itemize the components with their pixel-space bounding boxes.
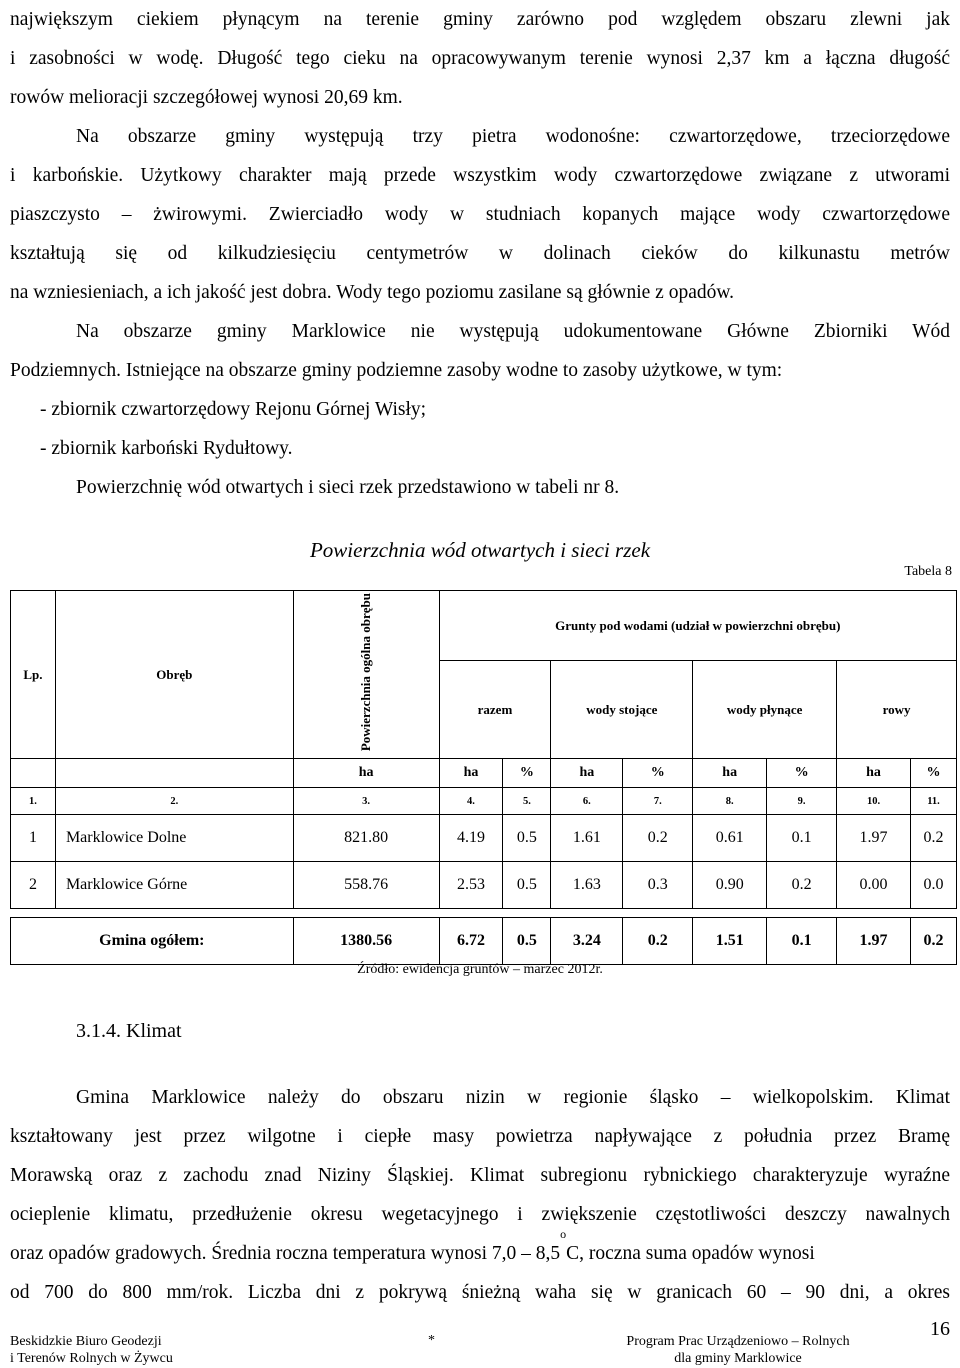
cell: 1.97 xyxy=(837,918,911,965)
text-line: kształtowany jest przez wilgotne i ciepłe masy powietrza napływające z południa przez Bramę xyxy=(10,1126,950,1147)
text-line: od 700 do 800 mm/rok. Liczba dni z pokrywą śnieżną waha się w granicach 60 – 90 dni, a okres xyxy=(10,1282,950,1303)
col-number: 8. xyxy=(693,788,767,815)
cell: 1380.56 xyxy=(293,918,439,965)
cell: 0.5 xyxy=(503,815,551,862)
header-powierzchnia xyxy=(293,591,439,759)
text-line: największym ciekiem płynącym na terenie gminy zarówno pod względem obszaru zlewni jak xyxy=(10,9,950,30)
cell: 558.76 xyxy=(293,862,439,909)
cell: 0.00 xyxy=(837,862,911,909)
klimat-text xyxy=(10,1078,950,1312)
col-number: 3. xyxy=(293,788,439,815)
header-plynace: wody płynące xyxy=(693,661,837,759)
table-row xyxy=(11,862,957,909)
col-number: 1. xyxy=(11,788,56,815)
unit-cell: ha xyxy=(439,759,503,788)
col-number: 2. xyxy=(55,788,293,815)
footer-org-line: Beskidzkie Biuro Geodezji xyxy=(10,1334,162,1349)
cell: 1.97 xyxy=(837,815,911,862)
text-line: na wzniesieniach, a ich jakość jest dobra. Wody tego poziomu zasilane są głównie z opadów. xyxy=(10,282,735,303)
col-number: 9. xyxy=(767,788,837,815)
col-number: 10. xyxy=(837,788,911,815)
cell: 0.5 xyxy=(503,918,551,965)
footer-right xyxy=(600,1333,876,1367)
unit-cell: % xyxy=(503,759,551,788)
col-number: 4. xyxy=(439,788,503,815)
col-number: 5. xyxy=(503,788,551,815)
header-obreb: Obręb xyxy=(55,591,293,759)
cell: 3.24 xyxy=(551,918,623,965)
water-table xyxy=(10,590,957,965)
cell: 0.61 xyxy=(693,815,767,862)
cell: 0.2 xyxy=(623,918,693,965)
unit-cell: % xyxy=(910,759,956,788)
cell: 0.2 xyxy=(910,815,956,862)
col-number: 7. xyxy=(623,788,693,815)
cell: 0.5 xyxy=(503,862,551,909)
header-rowy: rowy xyxy=(837,661,957,759)
cell: 0.1 xyxy=(767,918,837,965)
text-fragment: C, roczna suma opadów wynosi xyxy=(566,1243,815,1264)
header-stojace: wody stojące xyxy=(551,661,693,759)
text-line: - zbiornik karboński Rydułtowy. xyxy=(40,438,293,459)
table-row xyxy=(11,815,957,862)
intro-text xyxy=(10,0,950,507)
unit-cell: ha xyxy=(837,759,911,788)
cell: 1.63 xyxy=(551,862,623,909)
cell: 0.3 xyxy=(623,862,693,909)
header-grunty: Grunty pod wodami (udział w powierzchni obrębu) xyxy=(439,591,956,661)
text-line: ocieplenie klimatu, przedłużenie okresu wegetacyjnego i zwiększenie częstotliwości deszczy nawalnych xyxy=(10,1204,950,1225)
text-line: - zbiornik czwartorzędowy Rejonu Górnej Wisły; xyxy=(40,399,427,420)
header-powierzchnia-label: Powierzchnia ogólna obrębu xyxy=(358,593,374,752)
text-line: Morawską oraz z zachodu znad Niziny Śląskiej. Klimat subregionu rybnickiego charakteryzuje wyraźne xyxy=(10,1165,950,1186)
footer-separator: * xyxy=(428,1333,435,1348)
unit-cell: ha xyxy=(551,759,623,788)
cell: 0.90 xyxy=(693,862,767,909)
text-line: piaszczysto – żwirowymi. Zwierciadło wody w studniach kopanych mające wody czwartorzędowe xyxy=(10,204,950,225)
cell: 821.80 xyxy=(293,815,439,862)
header-razem: razem xyxy=(439,661,551,759)
cell: 2 xyxy=(11,862,56,909)
unit-cell: % xyxy=(767,759,837,788)
text-line: rowów melioracji szczegółowej wynosi 20,69 km. xyxy=(10,87,403,108)
text-line: i karbońskie. Użytkowy charakter mają przede wszystkim wody czwartorzędowe związane z utworami xyxy=(10,165,950,186)
degree-sign: o xyxy=(560,1227,567,1241)
cell: 0.1 xyxy=(767,815,837,862)
footer-org-line: i Terenów Rolnych w Żywcu xyxy=(10,1351,173,1366)
cell: 1.51 xyxy=(693,918,767,965)
total-label: Gmina ogółem: xyxy=(11,918,294,965)
cell: Marklowice Dolne xyxy=(55,815,293,862)
cell: 0.2 xyxy=(910,918,956,965)
cell: 0.2 xyxy=(767,862,837,909)
col-number: 11. xyxy=(910,788,956,815)
footer-program-line: dla gminy Marklowice xyxy=(674,1351,802,1366)
footer-left xyxy=(10,1333,173,1367)
table-label: Tabela 8 xyxy=(904,564,952,579)
page-number: 16 xyxy=(930,1318,950,1340)
text-line: Podziemnych. Istniejące na obszarze gminy podziemne zasoby wodne to zasoby użytkowe, w tym: xyxy=(10,360,783,381)
unit-cell: % xyxy=(623,759,693,788)
text-line: Powierzchnię wód otwartych i sieci rzek przedstawiono w tabeli nr 8. xyxy=(76,477,620,498)
text-line: i zasobności w wodę. Długość tego cieku na opracowywanym terenie wynosi 2,37 km a łączna długość xyxy=(10,48,950,69)
cell: Marklowice Górne xyxy=(55,862,293,909)
cell: 1.61 xyxy=(551,815,623,862)
table-title: Powierzchnia wód otwartych i sieci rzek xyxy=(309,538,651,562)
header-lp: Lp. xyxy=(11,591,56,759)
col-number: 6. xyxy=(551,788,623,815)
unit-cell: ha xyxy=(293,759,439,788)
text-line: Na obszarze gminy występują trzy pietra wodonośne: czwartorzędowe, trzeciorzędowe xyxy=(76,126,950,147)
text-line: kształtują się od kilkudziesięciu centymetrów w dolinach cieków do kilkunastu metrów xyxy=(10,243,950,264)
table-source: Źródło: ewidencja gruntów – marzec 2012r. xyxy=(357,962,603,977)
cell: 6.72 xyxy=(439,918,503,965)
text-line xyxy=(10,1227,950,1273)
cell: 0.2 xyxy=(623,815,693,862)
cell: 1 xyxy=(11,815,56,862)
text-line: Gmina Marklowice należy do obszaru nizin w regionie śląsko – wielkopolskim. Klimat xyxy=(76,1087,950,1108)
section-heading: 3.1.4. Klimat xyxy=(76,1020,182,1042)
total-row xyxy=(11,918,957,965)
cell: 2.53 xyxy=(439,862,503,909)
footer-program-line: Program Prac Urządzeniowo – Rolnych xyxy=(626,1334,850,1349)
cell: 0.0 xyxy=(910,862,956,909)
cell: 4.19 xyxy=(439,815,503,862)
text-fragment: oraz opadów gradowych. Średnia roczna temperatura wynosi 7,0 – 8,5 xyxy=(10,1243,561,1264)
text-line: Na obszarze gminy Marklowice nie występują udokumentowane Główne Zbiorniki Wód xyxy=(76,321,950,342)
unit-cell: ha xyxy=(693,759,767,788)
